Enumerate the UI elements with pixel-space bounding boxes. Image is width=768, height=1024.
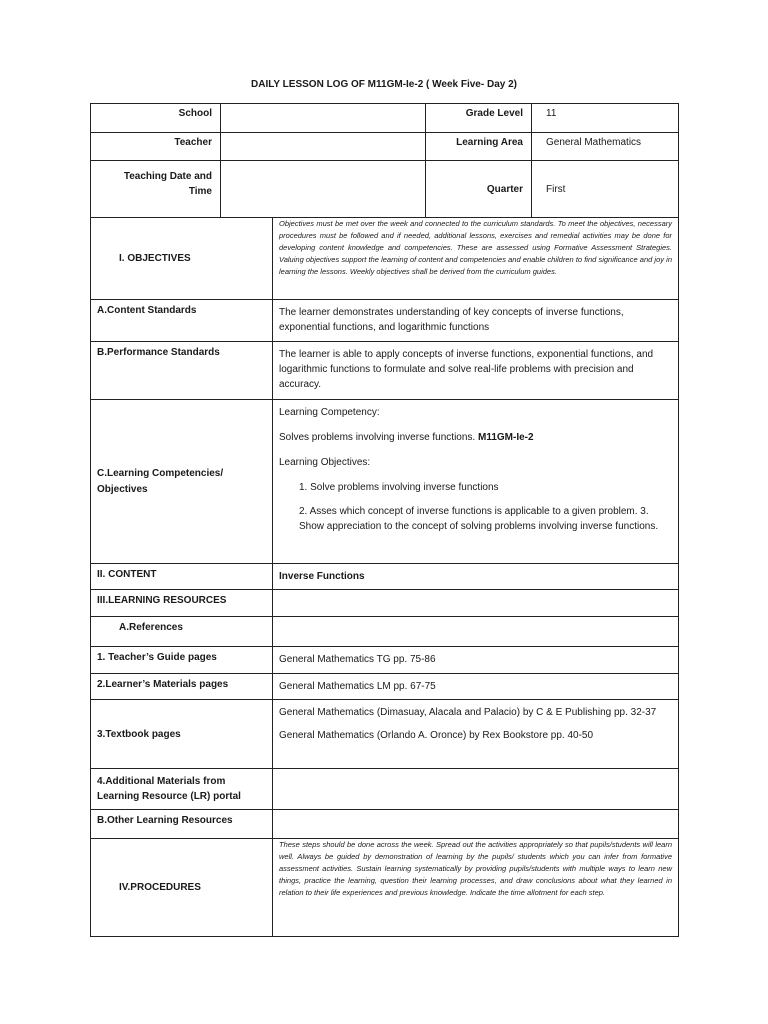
- learning-area-value: General Mathematics: [532, 133, 679, 161]
- competencies-label-line1: C.Learning Competencies/: [97, 467, 224, 479]
- teaching-date-label-line2: Time: [188, 186, 212, 197]
- competency-text: Solves problems involving inverse functions.: [279, 432, 476, 443]
- learners-materials-label: 2.Learner’s Materials pages: [91, 674, 273, 700]
- performance-standards-label: B.Performance Standards: [91, 342, 273, 400]
- procedures-note: These steps should be done across the week. Spread out the activities appropriately so that pupils/students will learn well. Always be guided by demonstration of learning by the pupils/ students which you can infer from formative assessment activities. Sustain learning systematically by providing pupils/students with multiple ways to learn new things, practice the learning, question their learning processes, and draw conclusions about what they learned in relation to their life experiences and previous knowledge. Indicate the time allotment for each step.: [273, 839, 679, 937]
- objectives-label: I. OBJECTIVES: [91, 218, 273, 300]
- additional-materials-row: [91, 769, 679, 810]
- learners-materials-row: [91, 674, 679, 700]
- learning-resources-value: [273, 590, 679, 617]
- content-row: [91, 564, 679, 590]
- competencies-value: [273, 400, 679, 564]
- textbook-value: [273, 700, 679, 769]
- page-title: DAILY LESSON LOG OF M11GM-Ie-2 ( Week Five- Day 2): [251, 79, 517, 90]
- objectives-note: Objectives must be met over the week and connected to the curriculum standards. To meet the objectives, necessary procedures must be followed and if needed, additional lessons, exercises and remedial activities may be done for developing content knowledge and competencies. These are assessed using Formative Assessment Strategies. Valuing objectives support the learning of content and competencies and enable children to find significance and joy in learning the lessons. Weekly objectives shall be derived from the curriculum guides.: [273, 218, 679, 300]
- teaching-date-label: [91, 161, 221, 218]
- teachers-guide-row: [91, 647, 679, 674]
- competencies-label-line2: Objectives: [97, 483, 148, 495]
- other-resources-value: [273, 810, 679, 839]
- references-row: [91, 617, 679, 647]
- grade-level-value: 11: [532, 104, 679, 133]
- competencies-row: [91, 400, 679, 564]
- teachers-guide-label: 1. Teacher’s Guide pages: [91, 647, 273, 674]
- textbook-label: 3.Textbook pages: [91, 700, 273, 769]
- grade-level-label: Grade Level: [426, 104, 532, 133]
- teaching-date-field[interactable]: [221, 161, 426, 218]
- additional-materials-label: [91, 769, 273, 810]
- learning-area-label: Learning Area: [426, 133, 532, 161]
- quarter-value: First: [532, 161, 679, 218]
- textbook-value-2: General Mathematics (Orlando A. Oronce) by Rex Bookstore pp. 40-50: [279, 730, 594, 741]
- content-standards-value: The learner demonstrates understanding of key concepts of inverse functions, exponential functions, and logarithmic functions: [273, 300, 679, 342]
- learning-resources-row: [91, 590, 679, 617]
- procedures-row: [91, 839, 679, 937]
- header-table: [90, 103, 679, 218]
- other-resources-row: [91, 810, 679, 839]
- performance-standards-value: The learner is able to apply concepts of inverse functions, exponential functions, and logarithmic functions to formulate and solve real-life problems with precision and accuracy.: [273, 342, 679, 400]
- competencies-label: [91, 400, 273, 564]
- additional-materials-label-line2: Learning Resource (LR) portal: [97, 791, 241, 802]
- objectives-heading: Learning Objectives:: [279, 457, 371, 468]
- learners-materials-value: General Mathematics LM pp. 67-75: [273, 674, 679, 700]
- school-label: School: [91, 104, 221, 133]
- teachers-guide-value: General Mathematics TG pp. 75-86: [273, 647, 679, 674]
- additional-materials-value: [273, 769, 679, 810]
- content-label: II. CONTENT: [91, 564, 273, 590]
- procedures-label: IV.PROCEDURES: [91, 839, 273, 937]
- objective-1: 1. Solve problems involving inverse functions: [299, 482, 499, 493]
- additional-materials-label-line1: 4.Additional Materials from: [97, 776, 226, 787]
- lesson-table: [90, 217, 679, 937]
- references-label: A.References: [91, 617, 273, 647]
- performance-standards-row: [91, 342, 679, 400]
- school-field[interactable]: [221, 104, 426, 133]
- objective-2: 2. Asses which concept of inverse functions is applicable to a given problem. 3. Show appreciation to the concept of solving problems involving inverse functions.: [299, 506, 659, 532]
- learning-resources-label: III.LEARNING RESOURCES: [91, 590, 273, 617]
- objectives-row: [91, 218, 679, 300]
- content-standards-label: A.Content Standards: [91, 300, 273, 342]
- textbook-row: [91, 700, 679, 769]
- other-resources-label: B.Other Learning Resources: [91, 810, 273, 839]
- content-standards-row: [91, 300, 679, 342]
- references-value: [273, 617, 679, 647]
- teacher-label: Teacher: [91, 133, 221, 161]
- textbook-value-1: General Mathematics (Dimasuay, Alacala and Palacio) by C & E Publishing pp. 32-37: [279, 707, 657, 718]
- competency-heading: Learning Competency:: [279, 407, 380, 418]
- teacher-field[interactable]: [221, 133, 426, 161]
- competency-code: M11GM-Ie-2: [478, 432, 534, 443]
- content-value: Inverse Functions: [273, 564, 679, 590]
- teaching-date-label-line1: Teaching Date and: [123, 171, 212, 182]
- quarter-label: Quarter: [426, 161, 532, 218]
